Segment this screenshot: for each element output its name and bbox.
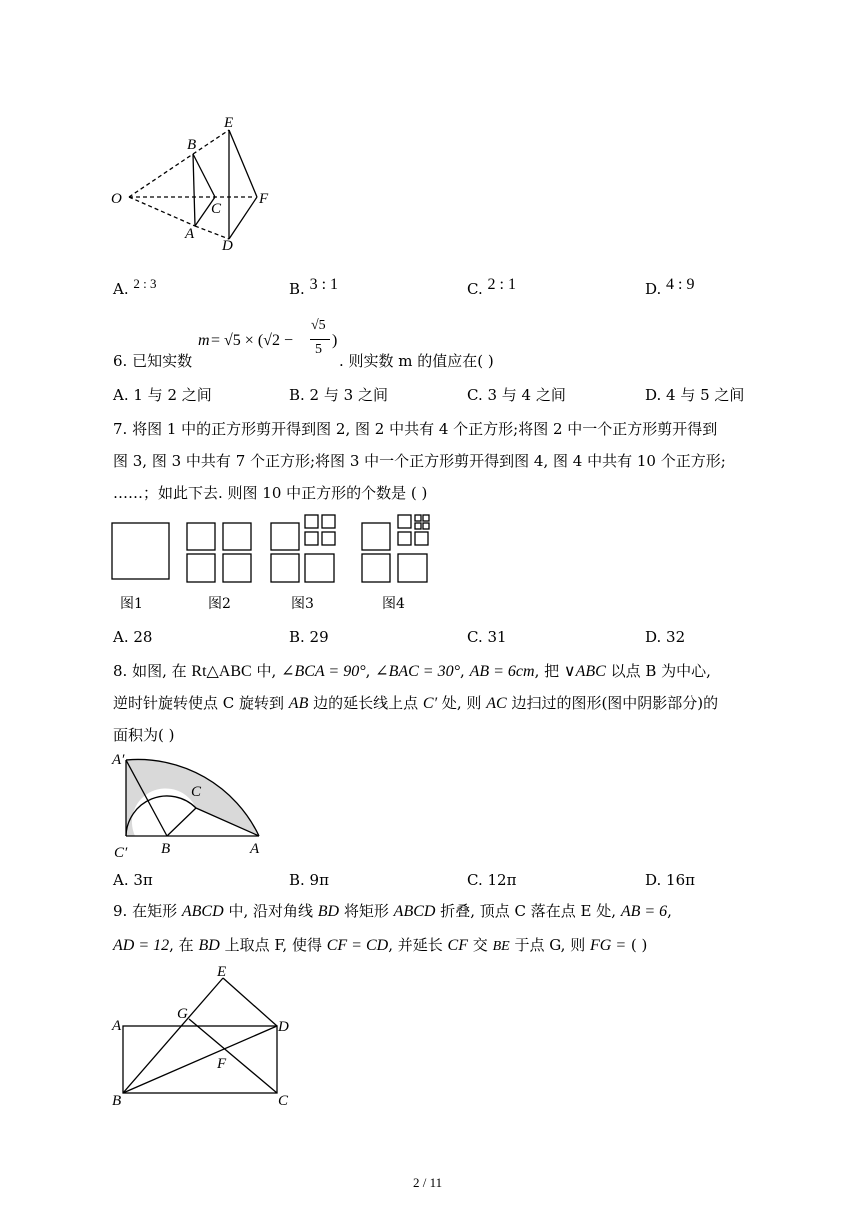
option-c: C. 2 : 1 xyxy=(467,276,516,298)
option-c: C. 3 与 4 之间 xyxy=(467,386,566,404)
option-d: D. 16π xyxy=(645,871,695,889)
figure-label: 图3 xyxy=(291,596,314,612)
point-label: O xyxy=(111,191,122,207)
figure-rectangle-fold xyxy=(105,962,305,1112)
option-a: A. 2 : 3 xyxy=(113,276,157,298)
point-label: C xyxy=(211,201,222,217)
option-d: D. 4 与 5 之间 xyxy=(645,386,745,404)
option-d: D. 4 : 9 xyxy=(645,276,695,298)
option-a: A. 3π xyxy=(113,871,153,889)
option-c: C. 31 xyxy=(467,628,507,646)
question-9-line2: AD = 12, 在 BD 上取点 F, 使得 CF = CD, 并延长 CF 交 BE 于点 G, 则 FG = ( ) xyxy=(113,936,648,954)
option-b: B. 3 : 1 xyxy=(289,276,339,298)
svg-text:C: C xyxy=(278,1093,289,1109)
page-number: 2 / 11 xyxy=(413,1175,443,1190)
figure-square-cutting xyxy=(105,510,445,590)
option-c: C. 12π xyxy=(467,871,517,889)
figure-label: 图1 xyxy=(120,596,143,612)
question-8-line3: 面积为( ) xyxy=(113,726,175,744)
figure-label: 图4 xyxy=(382,596,405,612)
question-7-line1: 7. 将图 1 中的正方形剪开得到图 2, 图 2 中共有 4 个正方形;将图 2 中一个正方形剪开得到 xyxy=(113,420,718,438)
point-label: B xyxy=(187,137,197,153)
svg-text:B: B xyxy=(112,1093,122,1109)
option-a: A. 1 与 2 之间 xyxy=(113,386,212,404)
svg-text:D: D xyxy=(278,1019,289,1035)
svg-text:A: A xyxy=(112,1018,122,1034)
svg-text:F: F xyxy=(217,1056,227,1072)
point-label: E xyxy=(224,115,234,131)
svg-text:E: E xyxy=(217,964,227,980)
question-7-line3: ……；如此下去. 则图 10 中正方形的个数是 ( ) xyxy=(113,484,428,502)
point-label: D xyxy=(222,238,233,254)
figure-similar-triangles xyxy=(105,110,285,255)
point-label: A xyxy=(185,226,195,242)
point-label: F xyxy=(259,191,269,207)
option-d: D. 32 xyxy=(645,628,686,646)
svg-text:C′: C′ xyxy=(114,845,128,861)
option-b: B. 2 与 3 之间 xyxy=(289,386,388,404)
question-9-line1: 9. 在矩形 ABCD 中, 沿对角线 BD 将矩形 ABCD 折叠, 顶点 C 落在点 E 处, AB = 6, xyxy=(113,902,672,920)
option-b: B. 9π xyxy=(289,871,329,889)
question-6-stem: 6. 已知实数 xyxy=(113,352,193,370)
svg-text:A′: A′ xyxy=(112,752,125,768)
question-7-line2: 图 3, 图 3 中共有 7 个正方形;将图 3 中一个正方形剪开得到图 4, 图 4 中共有 10 个正方形; xyxy=(113,452,726,470)
question-8-line1: 8. 如图, 在 Rt△ABC 中, ∠BCA = 90°, ∠BAC = 30°, AB = 6cm, 把 ∨ABC 以点 B 为中心, xyxy=(113,662,711,680)
svg-text:G: G xyxy=(177,1006,188,1022)
svg-text:A: A xyxy=(250,841,260,857)
question-6-stem-end: . 则实数 m 的值应在( ) xyxy=(339,352,494,370)
option-a: A. 28 xyxy=(113,628,153,646)
option-b: B. 29 xyxy=(289,628,329,646)
svg-text:B: B xyxy=(161,841,171,857)
figure-label: 图2 xyxy=(208,596,231,612)
question-6-formula: m = √5 × (√2 − √5 5 ) xyxy=(198,318,338,357)
figure-rotation-sector xyxy=(105,745,275,863)
question-8-line2: 逆时针旋转使点 C 旋转到 AB 边的延长线上点 C′ 处, 则 AC 边扫过的图形(图中阴影部分)的 xyxy=(113,694,719,712)
svg-text:C: C xyxy=(191,784,202,800)
